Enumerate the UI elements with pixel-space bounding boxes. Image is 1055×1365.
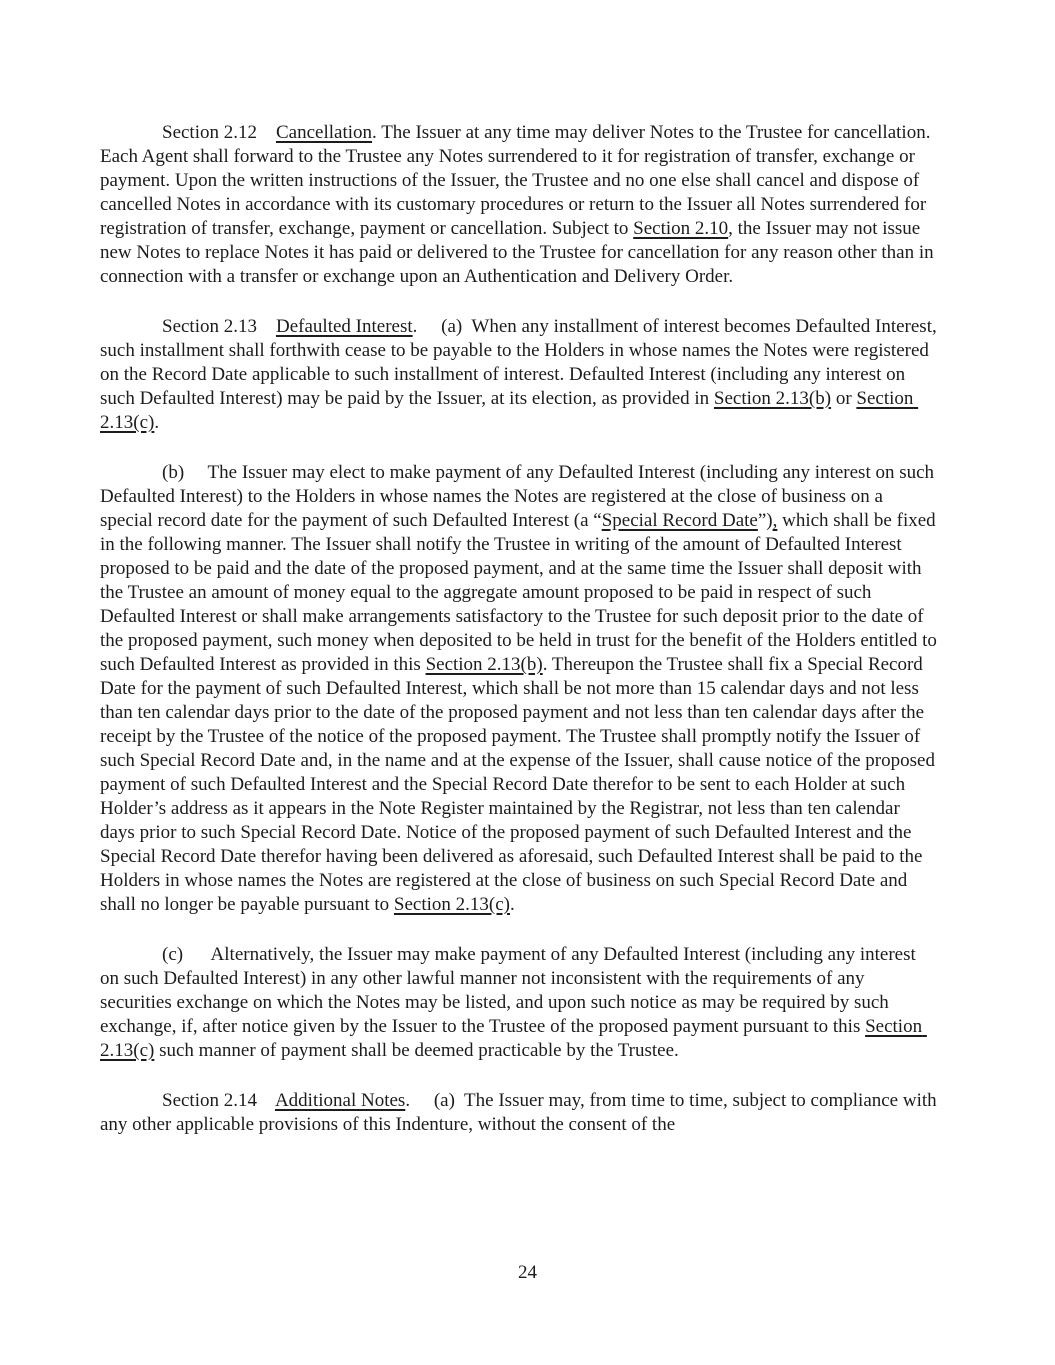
body-text: Section 2.12	[162, 122, 276, 143]
underlined-text: Section 2.13(c)	[100, 1016, 927, 1061]
body-text: Section 2.13	[162, 316, 276, 337]
paragraph-section-2-13-c	[100, 943, 938, 1063]
underlined-text: Section 2.13(c)	[393, 894, 510, 915]
underlined-text: Section 2.13(b)	[425, 654, 543, 675]
paragraph-section-2-12	[100, 121, 938, 289]
body-text: or	[831, 388, 857, 409]
document-body	[100, 121, 942, 1163]
body-text: , the Issuer may not issue new Notes to replace Notes it has paid or delivered to the Trustee for cancellation for any reason other than in connection with a transfer or exchange upon an Authentication and Delivery Order.	[100, 218, 939, 287]
page-number: 24	[518, 1262, 537, 1283]
underlined-text: Section 2.13(b)	[713, 388, 832, 409]
body-text: Section 2.14	[162, 1090, 275, 1111]
body-text: such manner of payment shall be deemed practicable by the Trustee.	[154, 1040, 679, 1061]
underlined-text: Section 2.13(c)	[100, 388, 919, 433]
body-text: (c) Alternatively, the Issuer may make payment of any Defaulted Interest (including any interest on such Defaulted Interest) in any other lawful manner not inconsistent with the requirements of any securities exchange on which the Notes may be listed, and upon such notice as may be required by such exchange, if, after notice given by the Issuer to the Trustee of the proposed payment pursuant to this	[100, 944, 921, 1037]
paragraph-section-2-14-a	[100, 1089, 942, 1137]
underlined-text: Section 2.10	[633, 218, 729, 239]
paragraph-section-2-13-b	[100, 461, 942, 917]
underlined-text: ,	[772, 510, 778, 531]
body-text: which shall be fixed in the following manner. The Issuer shall notify the Trustee in writing of the amount of Defaulted Interest proposed to be paid and the date of the proposed payment, and at the same time the Issuer shall deposit with the Trustee an amount of money equal to the aggregate amount proposed to be paid in respect of such Defaulted Interest or shall make arrangements satisfactory to the Trustee for such deposit prior to the date of the proposed payment, such money when deposited to be held in trust for the benefit of the Holders entitled to such Defaulted Interest as provided in this	[100, 510, 942, 675]
body-text: (b) The Issuer may elect to make payment of any Defaulted Interest (including any interest on such Defaulted Interest) to the Holders in whose names the Notes are registered at the close of business on a special record date for the payment of such Defaulted Interest (a “	[100, 462, 939, 531]
underlined-text: Additional Notes	[274, 1090, 406, 1111]
body-text: . (a) The Issuer may, from time to time, subject to compliance with any other applicable provisions of this Indenture, without the consent of the	[100, 1090, 942, 1135]
body-text: . Thereupon the Trustee shall fix a Special Record Date for the payment of such Defaulted Interest, which shall be not more than 15 calendar days and not less than ten calendar days prior to the date of the proposed payment and not less than ten calendar days after the receipt by the Trustee of the notice of the proposed payment. The Trustee shall promptly notify the Issuer of such Special Record Date and, in the name and at the expense of the Issuer, shall cause notice of the proposed payment of such Defaulted Interest and the Special Record Date therefor to be sent to each Holder at such Holder’s address as it appears in the Note Register maintained by the Registrar, not less than ten calendar days prior to such Special Record Date. Notice of the proposed payment of such Defaulted Interest and the Special Record Date therefor having been delivered as aforesaid, such Defaulted Interest shall be paid to the Holders in whose names the Notes are registered at the close of business on such Special Record Date and shall no longer be payable pursuant to	[100, 654, 940, 915]
paragraph-section-2-13-a	[100, 315, 942, 435]
underlined-text: Cancellation	[276, 122, 373, 143]
body-text: .	[154, 412, 160, 433]
body-text: . The Issuer at any time may deliver Notes to the Trustee for cancellation. Each Agent shall forward to the Trustee any Notes surrendered to it for registration of transfer, exchange or payment. Upon the written instructions of the Issuer, the Trustee and no one else shall cancel and dispose of cancelled Notes in accordance with its customary procedures or return to the Issuer all Notes surrendered for registration of transfer, exchange, payment or cancellation. Subject to	[100, 122, 936, 239]
body-text: .	[509, 894, 515, 915]
body-text: ”)	[757, 510, 773, 531]
body-text: . (a) When any installment of interest becomes Defaulted Interest, such installment shall forthwith cease to be payable to the Holders in whose names the Notes were registered on the Record Date applicable to such installment of interest. Defaulted Interest (including any interest on such Defaulted Interest) may be paid by the Issuer, at its election, as provided in	[100, 316, 942, 409]
underlined-text: Special Record Date	[601, 510, 758, 531]
underlined-text: Defaulted Interest	[276, 316, 413, 337]
